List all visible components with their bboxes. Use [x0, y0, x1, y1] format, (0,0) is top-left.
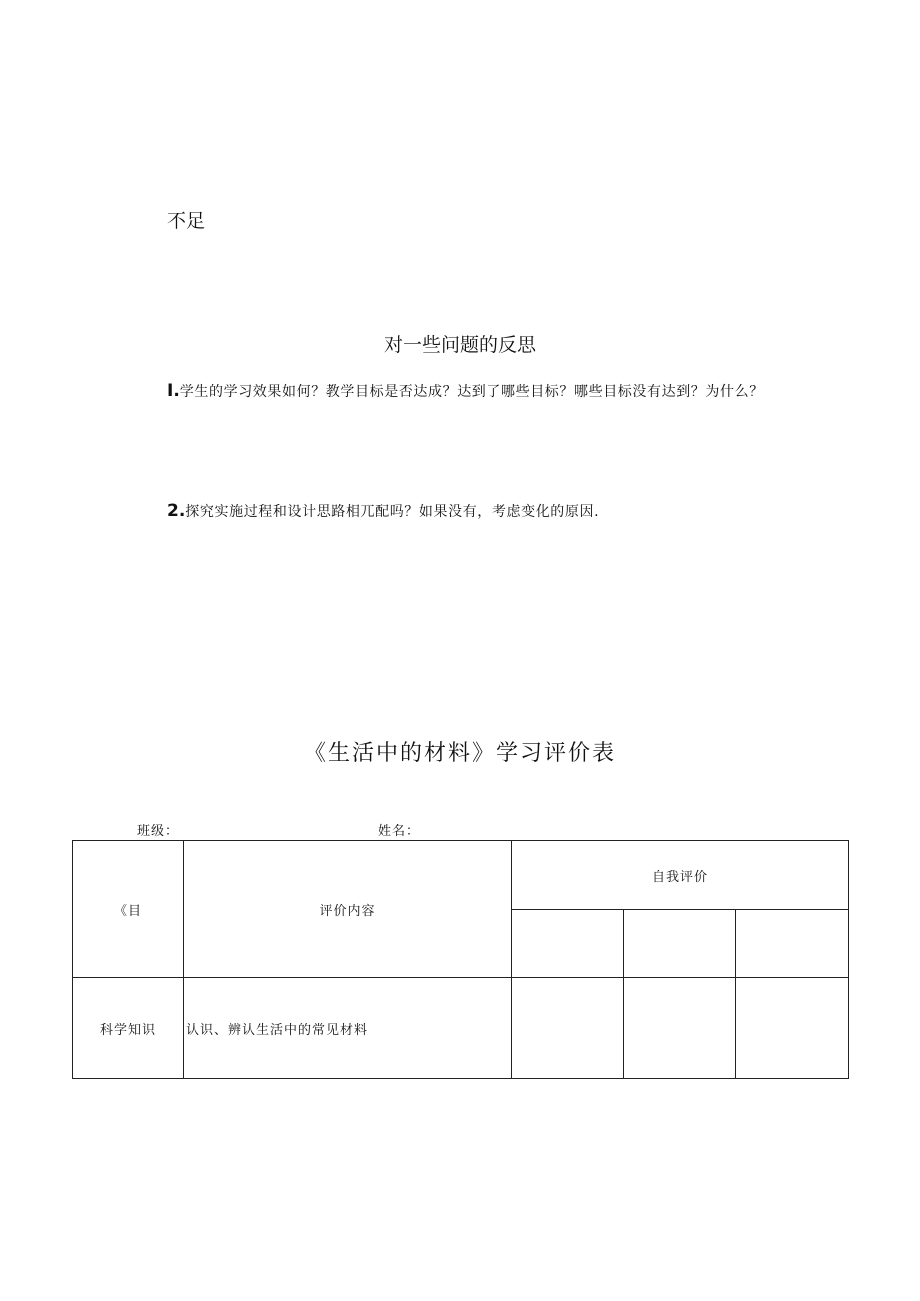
self-eval-subcell-1[interactable] [512, 910, 624, 978]
header-content: 评价内容 [184, 841, 512, 978]
self-eval-subcell-2[interactable] [624, 910, 736, 978]
row-self-eval-2[interactable] [624, 978, 736, 1079]
question-number: I. [167, 381, 180, 401]
question-number: 2. [167, 501, 186, 521]
table-row [73, 978, 849, 1079]
question-text: 学生的学习效果如何？教学目标是否达成？达到了哪些目标？哪些目标没有达到？为什么？ [179, 384, 764, 400]
class-label: 班级： [137, 824, 180, 839]
row-self-eval-3[interactable] [736, 978, 849, 1079]
evaluation-table [72, 840, 849, 1079]
reflection-title: 对一些问题的反思 [383, 334, 536, 356]
evaluation-form-title: 《生活中的材料》学习评价表 [303, 741, 616, 766]
header-item: 《目 [73, 841, 184, 978]
row-self-eval-1[interactable] [512, 978, 624, 1079]
reflection-question-2 [167, 501, 599, 521]
self-eval-subcell-3[interactable] [736, 910, 849, 978]
question-text: 探究实施过程和设计思路相兀配吗？如果没有，考虑变化的原因. [185, 504, 600, 520]
row-content: 认识、辨认生活中的常见材料 [184, 978, 512, 1079]
name-label: 姓名： [378, 824, 421, 839]
shortfall-heading: 不足 [167, 210, 206, 232]
header-self-eval: 自我评价 [512, 841, 849, 910]
row-item: 科学知识 [73, 978, 184, 1079]
table-header-row [73, 841, 849, 910]
reflection-question-1 [167, 381, 764, 401]
